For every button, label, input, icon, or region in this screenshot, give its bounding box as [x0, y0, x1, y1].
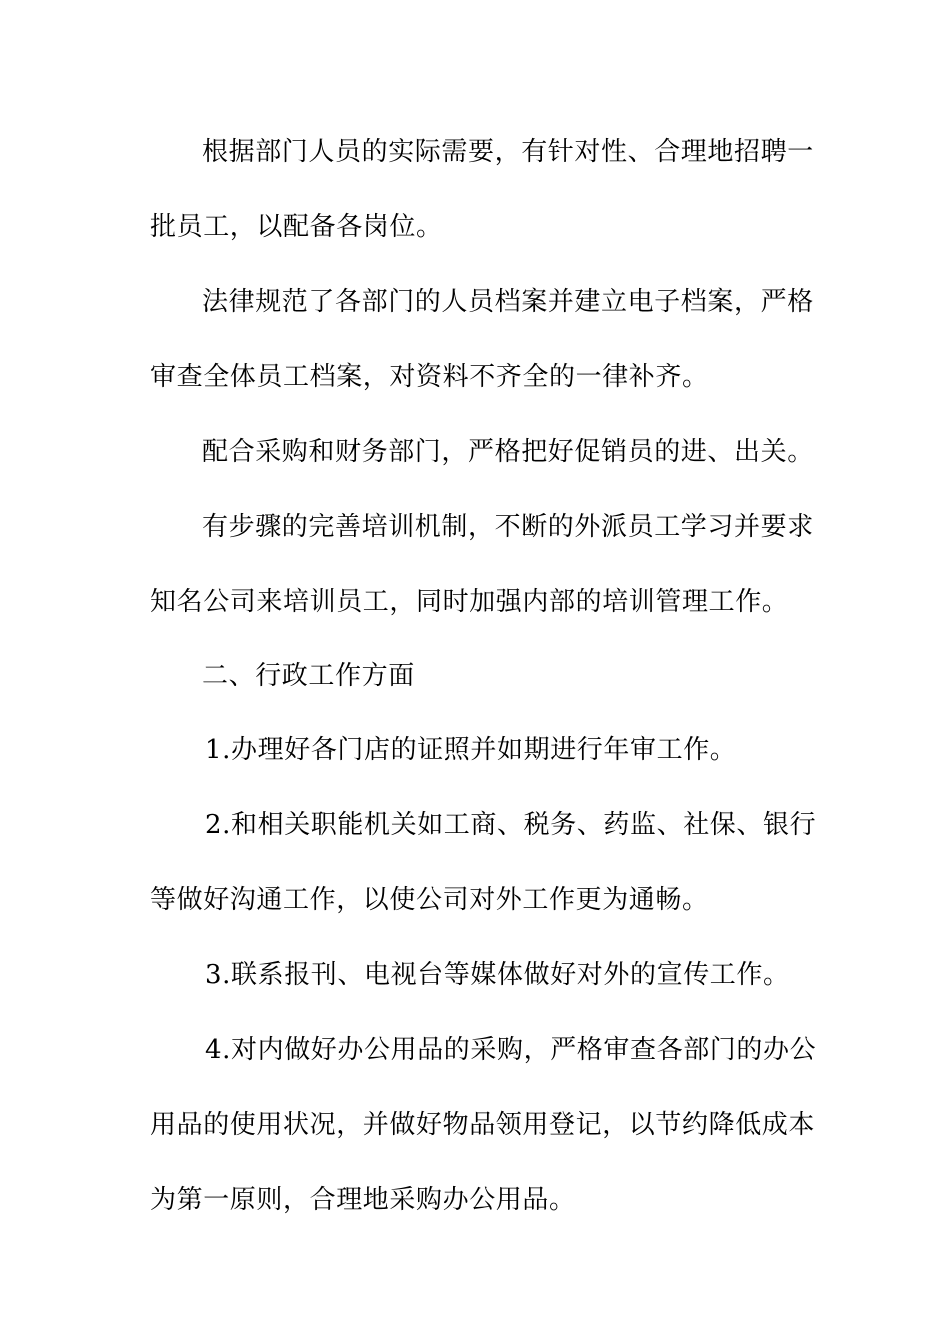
- paragraph-line: 批员工，以配备各岗位。: [150, 212, 443, 242]
- list-item: 1.办理好各门店的证照并如期进行年审工作。: [205, 735, 737, 765]
- list-item: 2.和相关职能机关如工商、税务、药监、社保、银行: [205, 810, 817, 840]
- section-heading: 二、行政工作方面: [202, 661, 415, 691]
- paragraph-line: 审查全体员工档案，对资料不齐全的一律补齐。: [150, 362, 709, 392]
- paragraph-line: 法律规范了各部门的人员档案并建立电子档案，严格: [202, 287, 814, 317]
- paragraph-line: 配合采购和财务部门，严格把好促销员的进、出关。: [202, 437, 814, 467]
- list-item: 4.对内做好办公用品的采购，严格审查各部门的办公: [205, 1035, 817, 1065]
- paragraph-line: 根据部门人员的实际需要，有针对性、合理地招聘一: [202, 137, 814, 167]
- paragraph-line: 用品的使用状况，并做好物品领用登记，以节约降低成本: [150, 1110, 816, 1140]
- paragraph-line: 等做好沟通工作，以使公司对外工作更为通畅。: [150, 885, 709, 915]
- paragraph-line: 知名公司来培训员工，同时加强内部的培训管理工作。: [150, 587, 789, 617]
- paragraph-line: 为第一原则，合理地采购办公用品。: [150, 1185, 576, 1215]
- paragraph-line: 有步骤的完善培训机制，不断的外派员工学习并要求: [202, 512, 814, 542]
- list-item: 3.联系报刊、电视台等媒体做好对外的宣传工作。: [205, 960, 790, 990]
